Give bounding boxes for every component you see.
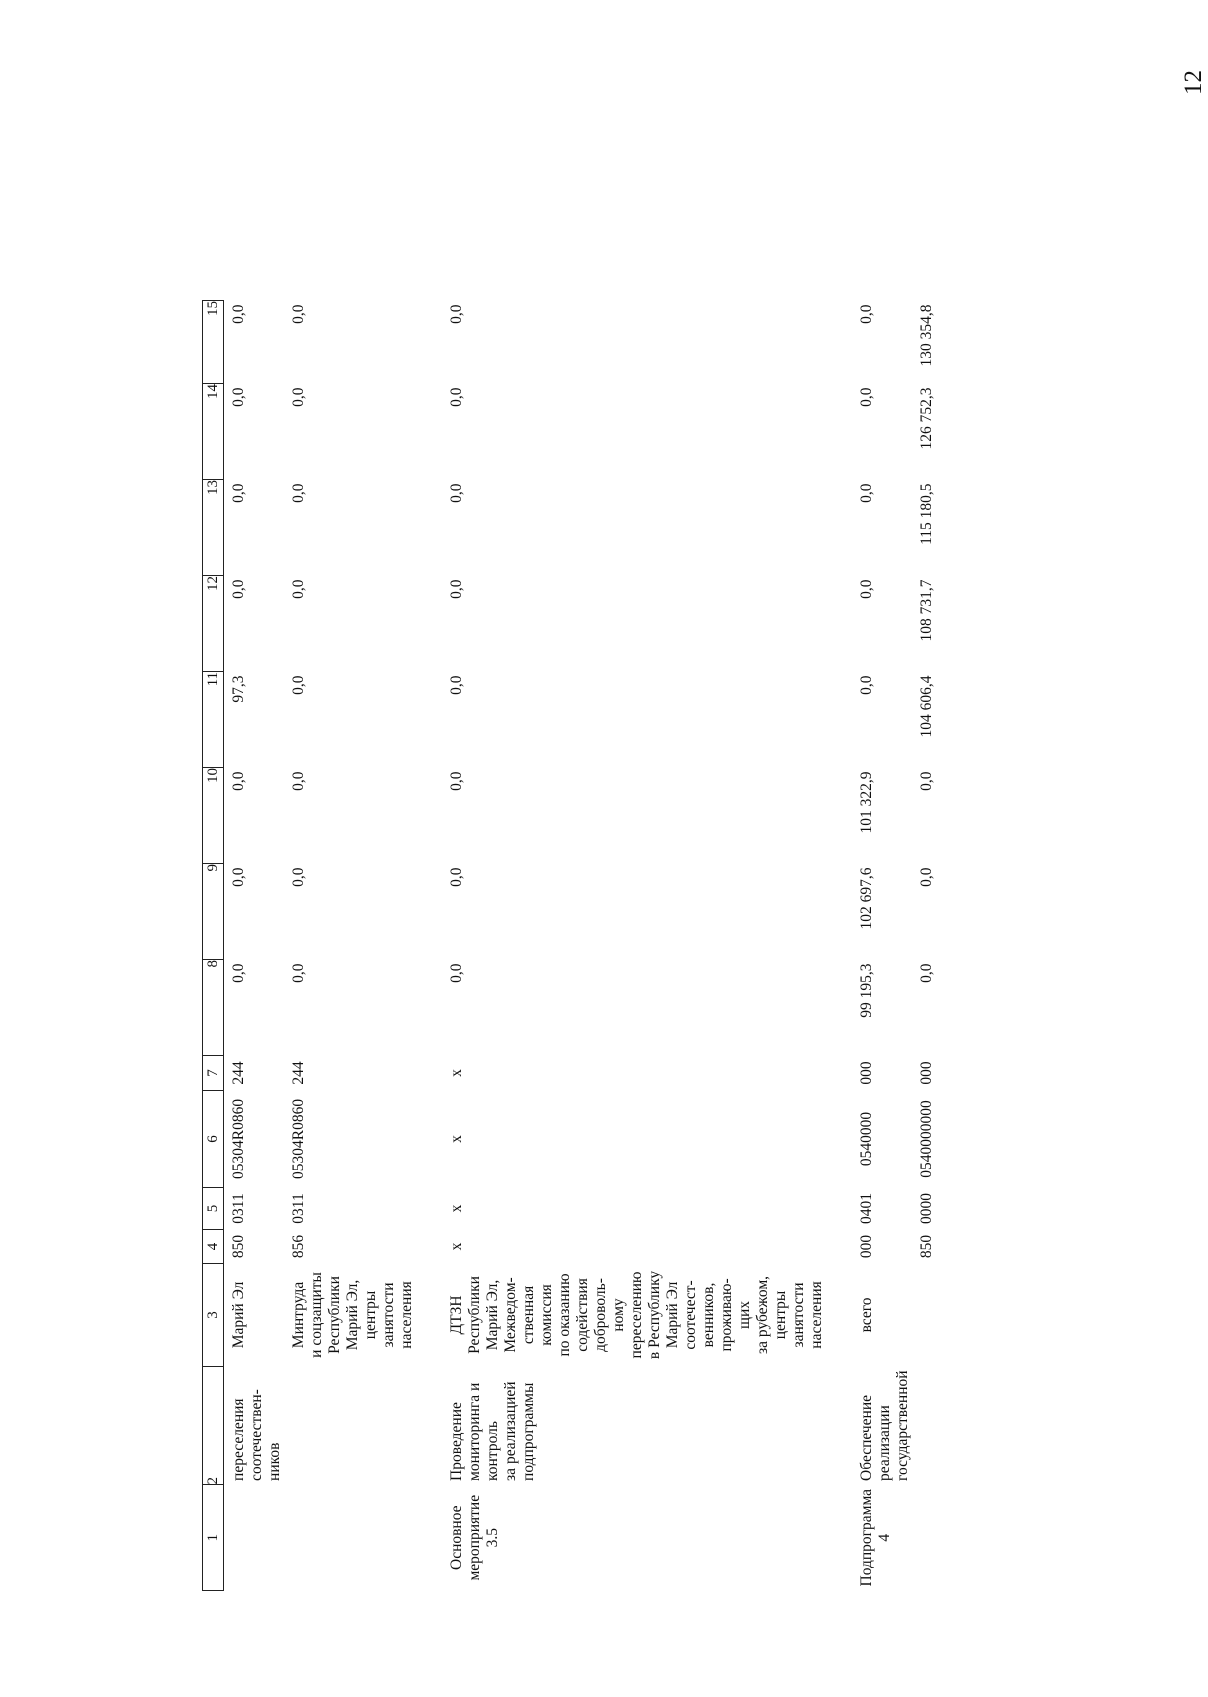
cell-amount: 0,0 [448,483,465,503]
cell-amount: 97,3 [230,675,247,703]
cell-vr: x [448,1069,465,1077]
table-row [224,300,285,1590]
cell-vr: 000 [918,1061,935,1085]
header-cell: 6 [203,1090,224,1187]
cell-vr: 244 [230,1061,247,1085]
cell-section [284,1485,416,1591]
cell-csr: x [448,1135,465,1143]
cell-amount: 115 180,5 [918,483,935,545]
cell-amount: 102 697,6 [858,867,875,930]
cell-section: Основное мероприятие 3.5 [448,1494,501,1581]
cell-rzpr: x [448,1204,465,1213]
header-cell: 15 [203,300,224,383]
cell-amount: 0,0 [230,387,247,407]
cell-responsible [912,1263,936,1366]
cell-grbs: 000 [858,1234,875,1259]
cell-amount: 0,0 [448,579,465,599]
cell-amount: 0,0 [290,579,307,599]
cell-amount: 0,0 [858,483,875,503]
cell-vr: 000 [858,1061,875,1085]
cell-amount: 0,0 [230,867,247,887]
cell-grbs: 856 [290,1234,307,1259]
cell-csr: 05304R0860 [290,1098,307,1180]
rotated-table-area [0,197,935,1697]
table-row [442,300,826,1590]
cell-grbs: 850 [230,1234,247,1259]
cell-responsible: всего [858,1297,875,1333]
cell-amount: 0,0 [858,579,875,599]
cell-grbs: x [448,1242,465,1251]
budget-table [202,300,936,1591]
header-cell: 11 [203,671,224,767]
cell-amount: 0,0 [858,304,875,324]
table-row [912,300,936,1590]
cell-section: Подпрограмма 4 [858,1488,893,1587]
column-number-row [203,300,224,1590]
table-row [852,300,912,1590]
cell-amount: 0,0 [290,387,307,407]
cell-rzpr: 0311 [230,1193,247,1224]
cell-csr: 0540000000 [918,1100,935,1178]
cell-amount: 104 606,4 [918,675,935,738]
header-cell: 10 [203,767,224,863]
cell-amount: 126 752,3 [918,387,935,450]
cell-section [224,1485,285,1591]
cell-vr: 244 [290,1061,307,1085]
cell-title: переселения соотечествен- ников [230,1389,283,1481]
cell-amount: 0,0 [448,387,465,407]
header-cell: 1 [203,1485,224,1591]
header-cell: 8 [203,959,224,1055]
cell-amount: 0,0 [230,963,247,983]
cell-rzpr: 0000 [918,1192,935,1224]
cell-amount: 0,0 [858,387,875,407]
table-row [284,300,416,1590]
page-number: 12 [1180,70,1207,95]
cell-amount: 108 731,7 [918,579,935,642]
cell-responsible: Марий Эл [230,1281,247,1349]
cell-amount: 0,0 [230,771,247,791]
cell-amount: 0,0 [448,963,465,983]
cell-responsible: Минтруда и соцзащиты Республики Марий Эл, центры занятости населения [290,1272,415,1358]
cell-amount: 0,0 [918,771,935,791]
header-cell: 5 [203,1187,224,1229]
cell-responsible: ДТЗН Республики Марий Эл, Межведом- ственная комиссия по оказанию содействия доброволь- ному переселению в Республику Марий Эл соотечест- венников, проживаю- щих за рубежом, центры занятости населения [448,1270,825,1360]
cell-amount: 0,0 [290,867,307,887]
header-cell: 2 [203,1366,224,1484]
cell-amount: 0,0 [448,771,465,791]
header-cell: 3 [203,1263,224,1366]
cell-csr: 05304R0860 [230,1098,247,1180]
cell-amount: 0,0 [290,304,307,324]
header-cell: 13 [203,479,224,575]
cell-amount: 0,0 [918,867,935,887]
header-cell: 7 [203,1055,224,1090]
cell-amount: 0,0 [448,675,465,695]
cell-amount: 130 354,8 [918,304,935,367]
cell-grbs: 850 [918,1234,935,1259]
cell-title [912,1366,936,1484]
header-cell: 14 [203,383,224,479]
cell-section [912,1485,936,1591]
cell-amount: 0,0 [230,304,247,324]
cell-rzpr: 0311 [290,1193,307,1224]
cell-amount: 0,0 [230,483,247,503]
cell-amount: 0,0 [290,771,307,791]
cell-amount: 0,0 [858,675,875,695]
cell-amount: 0,0 [448,867,465,887]
cell-title: Проведение мониторинга и контроль за реализацией подпрограммы [448,1381,537,1481]
cell-amount: 99 195,3 [858,963,875,1018]
cell-amount: 0,0 [290,483,307,503]
cell-amount: 0,0 [290,963,307,983]
cell-amount: 0,0 [448,304,465,324]
header-cell: 4 [203,1229,224,1263]
cell-csr: 0540000 [858,1111,875,1167]
cell-rzpr: 0401 [858,1192,875,1224]
header-cell: 9 [203,863,224,959]
cell-amount: 0,0 [230,579,247,599]
header-cell: 12 [203,575,224,671]
cell-amount: 0,0 [290,675,307,695]
cell-title [284,1366,416,1484]
cell-amount: 101 322,9 [858,771,875,834]
cell-amount: 0,0 [918,963,935,983]
cell-title: Обеспечение реализации государственной [858,1370,911,1481]
